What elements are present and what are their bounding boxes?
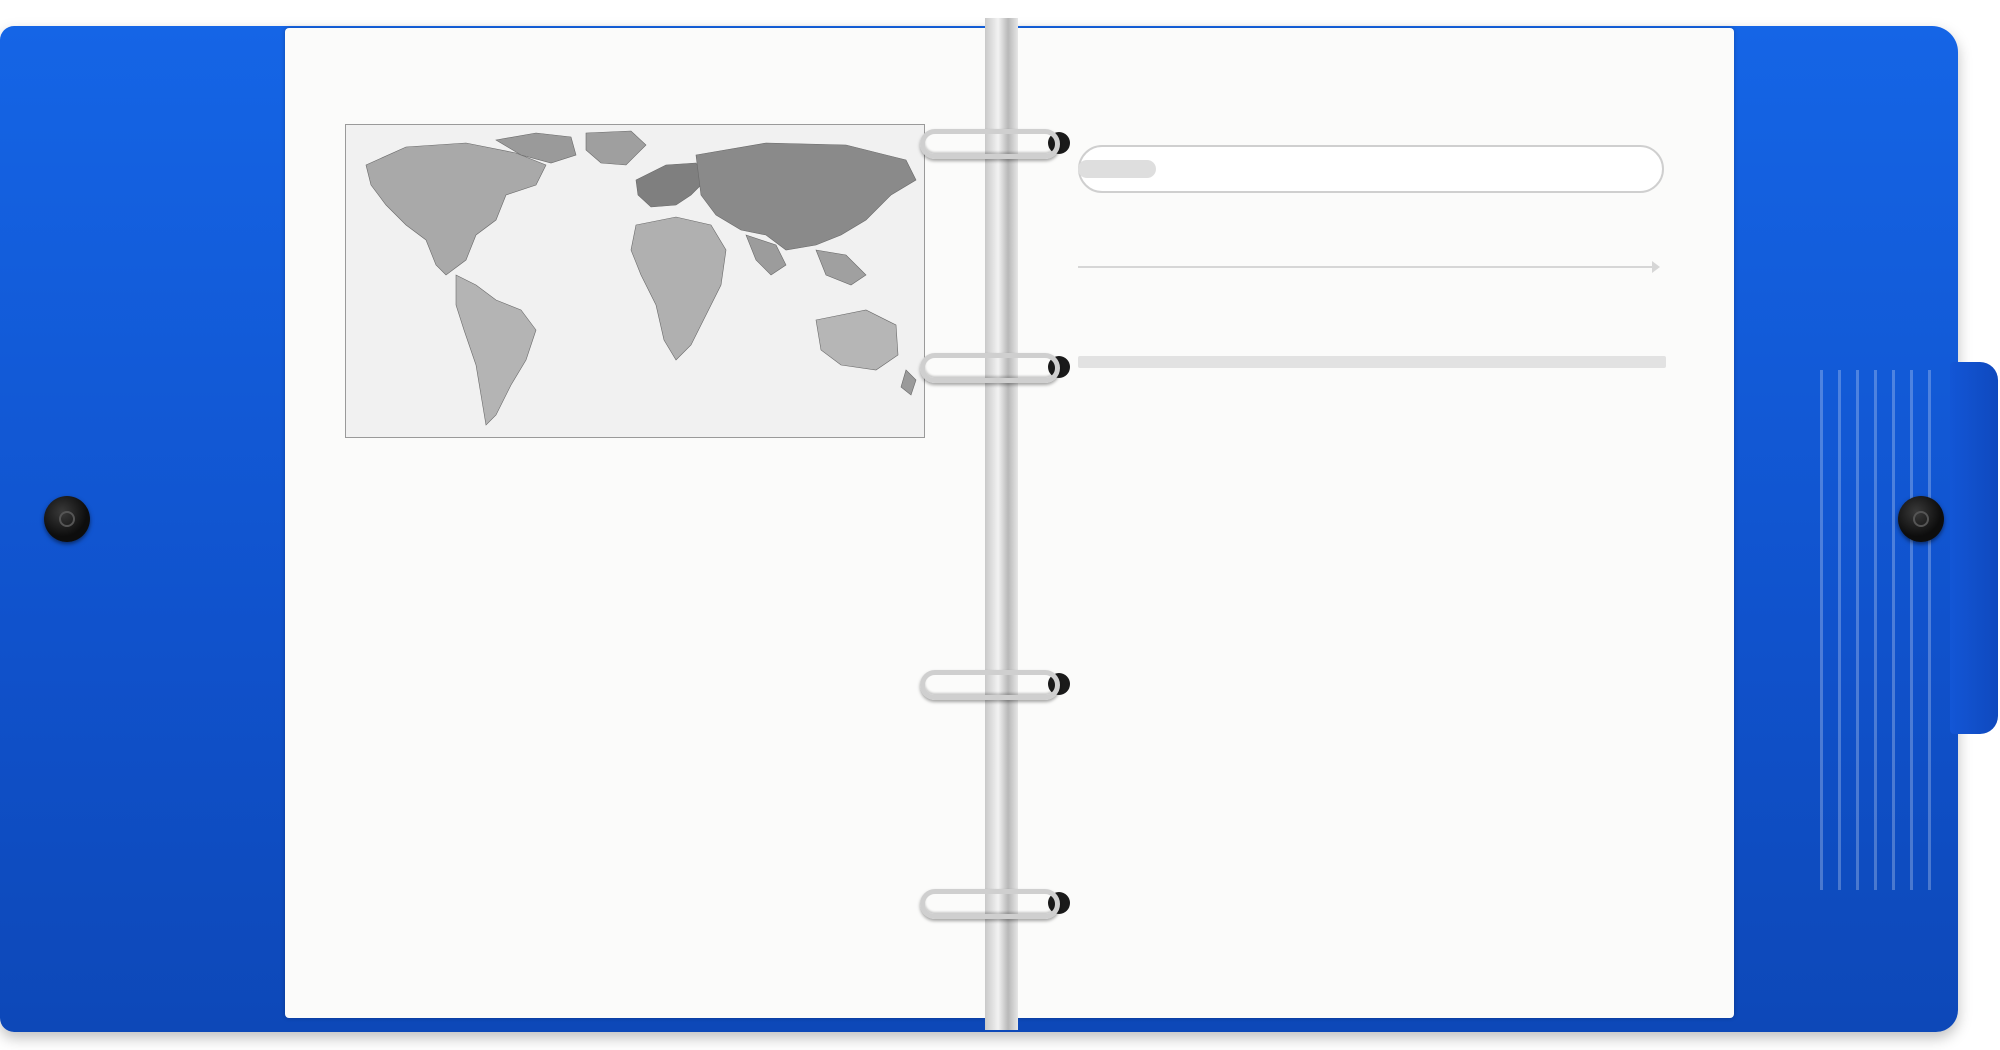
binder-tab-stripes — [1810, 370, 1950, 890]
thermometer-bulb — [1078, 160, 1156, 178]
world-time-zone-map — [345, 124, 925, 438]
binder-ring-2 — [920, 353, 1060, 383]
binder-ring-1 — [920, 129, 1060, 159]
world-map-icon — [346, 125, 924, 437]
snap-button-left[interactable] — [44, 496, 90, 542]
binder-ring-3 — [920, 670, 1060, 700]
binder-spine — [985, 18, 1018, 1030]
pressure-bar — [1078, 356, 1666, 368]
thermometer-scale — [1078, 145, 1664, 193]
speed-arrow — [1078, 266, 1658, 268]
binder-tab[interactable] — [1950, 362, 1998, 734]
snap-button-right[interactable] — [1898, 496, 1944, 542]
time-zone-clock-times — [346, 439, 924, 449]
time-zone-offsets — [346, 113, 924, 123]
binder-ring-4 — [920, 889, 1060, 919]
